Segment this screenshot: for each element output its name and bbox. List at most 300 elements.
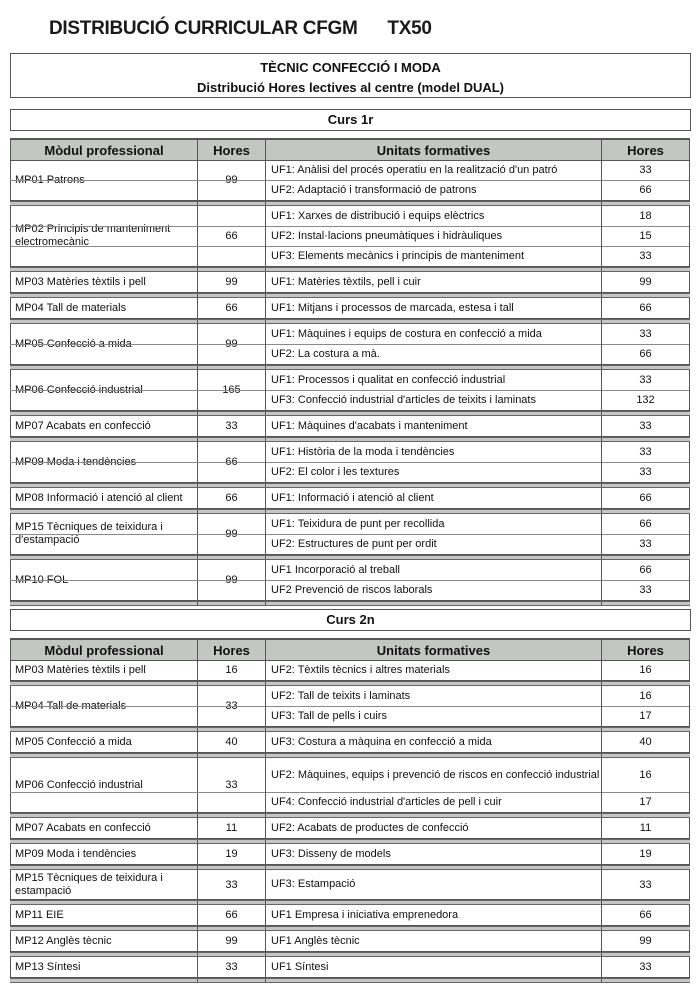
column-divider — [197, 484, 198, 487]
module-name-text: MP10 FOL — [15, 573, 69, 586]
column-divider — [265, 728, 266, 731]
unit-name-text: UF2: Tèxtils tècnics i altres materials — [271, 663, 450, 676]
column-divider — [197, 602, 198, 605]
header-units-text: Unitats formatives — [376, 642, 491, 658]
unit-row — [10, 324, 690, 345]
header-module-hours — [197, 640, 265, 660]
unit-hours-text: 66 — [639, 184, 652, 196]
module-group — [10, 818, 690, 839]
unit-name-text: UF2 Prevenció de riscos laborals — [271, 583, 433, 596]
module-name-text: MP07 Acabats en confecció — [15, 419, 151, 432]
column-divider — [197, 754, 198, 757]
module-group — [10, 514, 690, 555]
unit-name — [265, 534, 601, 554]
module-name-text: MP05 Confecció a mida — [15, 735, 132, 748]
unit-row — [10, 758, 690, 793]
unit-name — [265, 390, 601, 410]
unit-row — [10, 580, 690, 600]
unit-name-text: UF1: Xarxes de distribució i equips elèctrics — [271, 209, 485, 222]
unit-name — [265, 226, 601, 246]
module-hours-text: 66 — [225, 909, 238, 921]
module-name-text: MP12 Anglès tècnic — [15, 934, 112, 947]
unit-name-text: UF3: Estampació — [271, 878, 356, 890]
unit-hours-text: 40 — [639, 736, 652, 748]
module-hours-text: 33 — [225, 700, 238, 712]
header-module-hours-text: Hores — [213, 142, 250, 158]
unit-hours-text: 99 — [639, 276, 652, 288]
module-hours-text: 11 — [225, 822, 238, 834]
header-module-text: Mòdul professional — [44, 642, 164, 658]
unit-name — [265, 344, 601, 364]
unit-hours — [601, 462, 690, 482]
column-divider — [265, 814, 266, 817]
column-divider — [197, 979, 198, 982]
module-hours-text: 33 — [225, 961, 238, 973]
cycle-header-box — [10, 53, 691, 98]
unit-hours — [601, 818, 690, 838]
module-group — [10, 324, 690, 365]
unit-row — [10, 560, 690, 581]
unit-row — [10, 931, 690, 951]
unit-name — [265, 931, 601, 951]
unit-row — [10, 818, 690, 838]
unit-hours-text: 16 — [639, 664, 652, 676]
unit-row — [10, 534, 690, 554]
unit-hours-text: 33 — [639, 878, 652, 891]
unit-name-text: UF3: Costura a màquina en confecció a mida — [271, 735, 492, 748]
module-group — [10, 732, 690, 753]
unit-hours-text: 16 — [639, 769, 652, 781]
column-divider — [265, 202, 266, 205]
unit-hours — [601, 298, 690, 318]
unit-name-text: UF2: El color i les textures — [271, 465, 400, 478]
unit-row — [10, 514, 690, 535]
unit-name — [265, 272, 601, 292]
unit-hours-text: 33 — [639, 446, 652, 458]
unit-hours — [601, 272, 690, 292]
unit-name-text: UF1: Teixidura de punt per recollida — [271, 517, 445, 530]
module-name-text: MP09 Moda i tendències — [15, 455, 137, 468]
header-module — [10, 140, 197, 160]
unit-hours — [601, 442, 690, 462]
column-divider — [197, 814, 198, 817]
unit-hours — [601, 160, 690, 180]
column-divider — [601, 866, 602, 869]
unit-hours — [601, 488, 690, 508]
column-divider — [601, 268, 602, 271]
module-hours-text: 33 — [225, 878, 238, 891]
unit-hours — [601, 706, 690, 726]
cycle-title: TÈCNIC CONFECCIÓ I MODA — [260, 60, 441, 75]
unit-row — [10, 298, 690, 318]
unit-name — [265, 818, 601, 838]
unit-hours-text: 11 — [639, 822, 652, 834]
column-divider — [197, 840, 198, 843]
unit-name — [265, 580, 601, 600]
column-divider — [265, 602, 266, 605]
module-hours-text: 99 — [225, 276, 238, 288]
module-name-text: MP07 Acabats en confecció — [15, 821, 151, 834]
module-name-text: MP01 Patrons — [15, 173, 85, 186]
module-hours-text: 99 — [225, 935, 238, 947]
module-hours-text: 99 — [225, 528, 238, 540]
unit-hours — [601, 206, 690, 226]
unit-hours-text: 33 — [639, 584, 652, 596]
module-group — [10, 370, 690, 411]
header-units — [265, 140, 601, 160]
group-separator — [10, 978, 690, 983]
unit-name-text: UF2: La costura a mà. — [271, 347, 380, 360]
unit-name — [265, 462, 601, 482]
column-divider — [601, 556, 602, 559]
unit-hours-text: 15 — [639, 230, 652, 242]
module-hours-text: 19 — [225, 848, 238, 860]
header-unit-hours — [601, 640, 690, 660]
column-divider — [601, 412, 602, 415]
unit-name-text: UF1 Incorporació al treball — [271, 563, 401, 576]
module-hours-text: 99 — [225, 174, 238, 186]
unit-hours-text: 33 — [639, 420, 652, 432]
unit-name — [265, 844, 601, 864]
module-group — [10, 206, 690, 267]
unit-name-text: UF2: Adaptació i transformació de patrons — [271, 183, 477, 196]
unit-hours-text: 66 — [639, 909, 652, 921]
module-group — [10, 272, 690, 293]
course-title: Curs 2n — [326, 612, 375, 627]
unit-hours — [601, 905, 690, 925]
unit-row — [10, 370, 690, 391]
module-group — [10, 160, 690, 201]
module-hours-text: 40 — [225, 736, 238, 748]
column-divider — [601, 484, 602, 487]
unit-hours-text: 66 — [639, 348, 652, 360]
unit-name-text: UF1 Empresa i iniciativa emprenedora — [271, 908, 459, 921]
module-group — [10, 844, 690, 865]
module-name-text: MP13 Síntesi — [15, 960, 81, 973]
column-divider — [265, 953, 266, 956]
header-unit-hours-text: Hores — [627, 642, 664, 658]
unit-hours — [601, 660, 690, 680]
column-divider — [601, 728, 602, 731]
unit-hours-text: 16 — [639, 690, 652, 702]
column-divider — [601, 754, 602, 757]
unit-hours-text: 33 — [639, 250, 652, 262]
column-divider — [265, 438, 266, 441]
module-name-text: MP03 Matèries tèxtils i pell — [15, 663, 146, 676]
unit-name-text: UF1 Anglès tècnic — [271, 934, 360, 947]
unit-name — [265, 246, 601, 266]
column-divider — [197, 268, 198, 271]
unit-hours-text: 17 — [639, 796, 652, 808]
column-divider — [265, 294, 266, 297]
column-divider — [197, 438, 198, 441]
unit-row — [10, 905, 690, 925]
document-title: DISTRIBUCIÓ CURRICULAR CFGM TX50 — [49, 18, 432, 39]
group-separator — [10, 601, 690, 606]
module-name-text: MP04 Tall de materials — [15, 301, 127, 314]
module-group — [10, 957, 690, 978]
module-hours-text: 165 — [222, 384, 241, 396]
column-divider — [601, 294, 602, 297]
unit-name-text: UF3: Disseny de models — [271, 847, 391, 860]
unit-hours — [601, 324, 690, 344]
column-divider — [265, 927, 266, 930]
column-divider — [197, 556, 198, 559]
column-divider — [601, 320, 602, 323]
column-divider — [197, 412, 198, 415]
unit-name-text: UF1: Màquines d'acabats i manteniment — [271, 419, 468, 432]
module-name-text: MP02 Principis de manteniment electromecànic — [15, 223, 171, 248]
column-divider — [601, 366, 602, 369]
unit-name-text: UF2: Instal·lacions pneumàtiques i hidràuliques — [271, 229, 503, 242]
unit-name-text: UF2: Acabats de productes de confecció — [271, 821, 469, 834]
unit-name — [265, 180, 601, 200]
module-group — [10, 560, 690, 601]
unit-name-text: UF1: Màquines i equips de costura en confecció a mida — [271, 327, 542, 340]
module-name-text: MP05 Confecció a mida — [15, 337, 132, 350]
column-divider — [197, 901, 198, 904]
column-divider — [197, 320, 198, 323]
unit-name — [265, 416, 601, 436]
unit-name-text: UF1: Informació i atenció al client — [271, 491, 434, 504]
unit-hours — [601, 931, 690, 951]
unit-name — [265, 298, 601, 318]
unit-hours — [601, 344, 690, 364]
column-divider — [265, 901, 266, 904]
column-divider — [265, 840, 266, 843]
column-divider — [265, 754, 266, 757]
header-unit-hours — [601, 140, 690, 160]
unit-name — [265, 514, 601, 534]
cycle-subtitle: Distribució Hores lectives al centre (model DUAL) — [196, 80, 505, 95]
module-hours-text: 33 — [225, 779, 238, 791]
unit-row — [10, 226, 690, 247]
unit-name-text: UF1: Història de la moda i tendències — [271, 445, 455, 458]
unit-name-text: UF4: Confecció industrial d'articles de pell i cuir — [271, 795, 502, 808]
module-group — [10, 931, 690, 952]
unit-row — [10, 957, 690, 977]
unit-name — [265, 870, 601, 899]
unit-name-text: UF1: Processos i qualitat en confecció industrial — [271, 373, 506, 386]
module-hours-text: 33 — [225, 420, 238, 432]
header-units-text: Unitats formatives — [376, 142, 491, 158]
course-title-box — [10, 109, 691, 131]
column-divider — [197, 927, 198, 930]
table-header-row — [10, 638, 690, 661]
unit-row — [10, 442, 690, 463]
unit-name-text: UF2: Estructures de punt per ordit — [271, 537, 437, 550]
column-divider — [265, 556, 266, 559]
column-divider — [601, 979, 602, 982]
module-group — [10, 870, 690, 900]
unit-hours — [601, 758, 690, 792]
column-divider — [601, 901, 602, 904]
module-hours-text: 66 — [225, 492, 238, 504]
module-hours-text: 99 — [225, 574, 238, 586]
unit-hours — [601, 180, 690, 200]
unit-name — [265, 686, 601, 706]
unit-hours-text: 132 — [636, 394, 655, 406]
unit-name — [265, 758, 601, 792]
unit-hours — [601, 686, 690, 706]
unit-row — [10, 660, 690, 680]
unit-row — [10, 416, 690, 436]
module-name-text: MP06 Confecció industrial — [15, 383, 143, 396]
unit-hours-text: 33 — [639, 374, 652, 386]
unit-name-text: UF1: Matèries tèxtils, pell i cuir — [271, 275, 421, 288]
header-module-hours — [197, 140, 265, 160]
unit-hours-text: 17 — [639, 710, 652, 722]
column-divider — [197, 510, 198, 513]
column-divider — [265, 510, 266, 513]
column-divider — [265, 366, 266, 369]
column-divider — [265, 682, 266, 685]
column-divider — [601, 510, 602, 513]
unit-hours-text: 18 — [639, 210, 652, 222]
unit-row — [10, 732, 690, 752]
unit-name-text: UF1: Anàlisi del procés operatiu en la realització d'un patró — [271, 163, 558, 176]
module-name-text: MP15 Tècniques de teixidura i d'estampació — [15, 521, 163, 546]
module-name-text: MP11 EIE — [15, 908, 64, 921]
unit-hours — [601, 560, 690, 580]
unit-hours — [601, 792, 690, 812]
module-name-text: MP09 Moda i tendències — [15, 847, 137, 860]
unit-hours — [601, 416, 690, 436]
unit-row — [10, 488, 690, 508]
unit-hours-text: 66 — [639, 564, 652, 576]
unit-name — [265, 206, 601, 226]
unit-hours-text: 66 — [639, 492, 652, 504]
unit-name — [265, 488, 601, 508]
unit-hours-text: 33 — [639, 466, 652, 478]
column-divider — [265, 412, 266, 415]
module-group — [10, 758, 690, 813]
column-divider — [601, 602, 602, 605]
unit-name — [265, 792, 601, 812]
unit-row — [10, 462, 690, 482]
module-name-text: MP06 Confecció industrial — [15, 778, 143, 791]
unit-row — [10, 686, 690, 707]
column-divider — [265, 268, 266, 271]
unit-name — [265, 442, 601, 462]
unit-row — [10, 246, 690, 266]
unit-hours — [601, 534, 690, 554]
module-name-text: MP15 Tècniques de teixidura i estampació — [15, 871, 163, 897]
unit-name-text: UF3: Tall de pells i cuirs — [271, 709, 387, 722]
column-divider — [601, 927, 602, 930]
unit-name — [265, 324, 601, 344]
module-hours-text: 99 — [225, 338, 238, 350]
unit-hours-text: 33 — [639, 328, 652, 340]
unit-row — [10, 160, 690, 181]
unit-hours — [601, 732, 690, 752]
unit-name-text: UF1: Mitjans i processos de marcada, estesa i tall — [271, 301, 514, 314]
column-divider — [197, 202, 198, 205]
unit-hours-text: 66 — [639, 302, 652, 314]
column-divider — [197, 682, 198, 685]
unit-row — [10, 206, 690, 227]
module-group — [10, 416, 690, 437]
unit-name — [265, 660, 601, 680]
unit-hours-text: 33 — [639, 961, 652, 973]
column-divider — [265, 866, 266, 869]
module-hours-text: 66 — [225, 456, 238, 468]
column-divider — [265, 484, 266, 487]
unit-name — [265, 560, 601, 580]
column-divider — [601, 953, 602, 956]
unit-name-text: UF3: Elements mecànics i principis de manteniment — [271, 249, 525, 262]
unit-name-text: UF2: Màquines, equips i prevenció de riscos en confecció industrial — [271, 768, 600, 781]
unit-hours — [601, 226, 690, 246]
unit-hours-text: 33 — [639, 538, 652, 550]
header-module — [10, 640, 197, 660]
column-divider — [197, 953, 198, 956]
unit-row — [10, 180, 690, 200]
column-divider — [197, 728, 198, 731]
header-unit-hours-text: Hores — [627, 142, 664, 158]
column-divider — [601, 438, 602, 441]
header-module-hours-text: Hores — [213, 642, 250, 658]
unit-hours-text: 66 — [639, 518, 652, 530]
unit-hours-text: 99 — [639, 935, 652, 947]
table-header-row — [10, 138, 690, 161]
unit-name — [265, 957, 601, 977]
unit-hours-text: 19 — [639, 848, 652, 860]
unit-name-text: UF1 Síntesi — [271, 960, 329, 973]
unit-row — [10, 870, 690, 899]
module-hours-text: 66 — [225, 302, 238, 314]
unit-row — [10, 844, 690, 864]
unit-row — [10, 706, 690, 726]
column-divider — [265, 979, 266, 982]
unit-name — [265, 370, 601, 390]
column-divider — [197, 366, 198, 369]
module-group — [10, 442, 690, 483]
column-divider — [197, 294, 198, 297]
unit-name-text: UF3: Confecció industrial d'articles de teixits i laminats — [271, 393, 536, 406]
module-group — [10, 298, 690, 319]
course-title-box — [10, 609, 691, 631]
unit-name — [265, 905, 601, 925]
unit-hours — [601, 370, 690, 390]
module-group — [10, 905, 690, 926]
column-divider — [601, 682, 602, 685]
header-module-text: Mòdul professional — [44, 142, 164, 158]
column-divider — [601, 814, 602, 817]
unit-hours — [601, 246, 690, 266]
unit-hours — [601, 957, 690, 977]
module-name-text: MP08 Informació i atenció al client — [15, 491, 183, 504]
unit-name-text: UF2: Tall de teixits i laminats — [271, 689, 411, 702]
header-units — [265, 640, 601, 660]
unit-hours-text: 33 — [639, 164, 652, 176]
unit-hours — [601, 580, 690, 600]
unit-row — [10, 344, 690, 364]
unit-name — [265, 706, 601, 726]
unit-hours — [601, 844, 690, 864]
unit-hours — [601, 514, 690, 534]
unit-name — [265, 732, 601, 752]
module-hours-text: 16 — [225, 664, 238, 676]
unit-name — [265, 160, 601, 180]
column-divider — [601, 840, 602, 843]
module-name-text: MP03 Matèries tèxtils i pell — [15, 275, 146, 288]
column-divider — [197, 866, 198, 869]
unit-hours — [601, 870, 690, 899]
unit-hours — [601, 390, 690, 410]
column-divider — [601, 202, 602, 205]
unit-row — [10, 792, 690, 812]
